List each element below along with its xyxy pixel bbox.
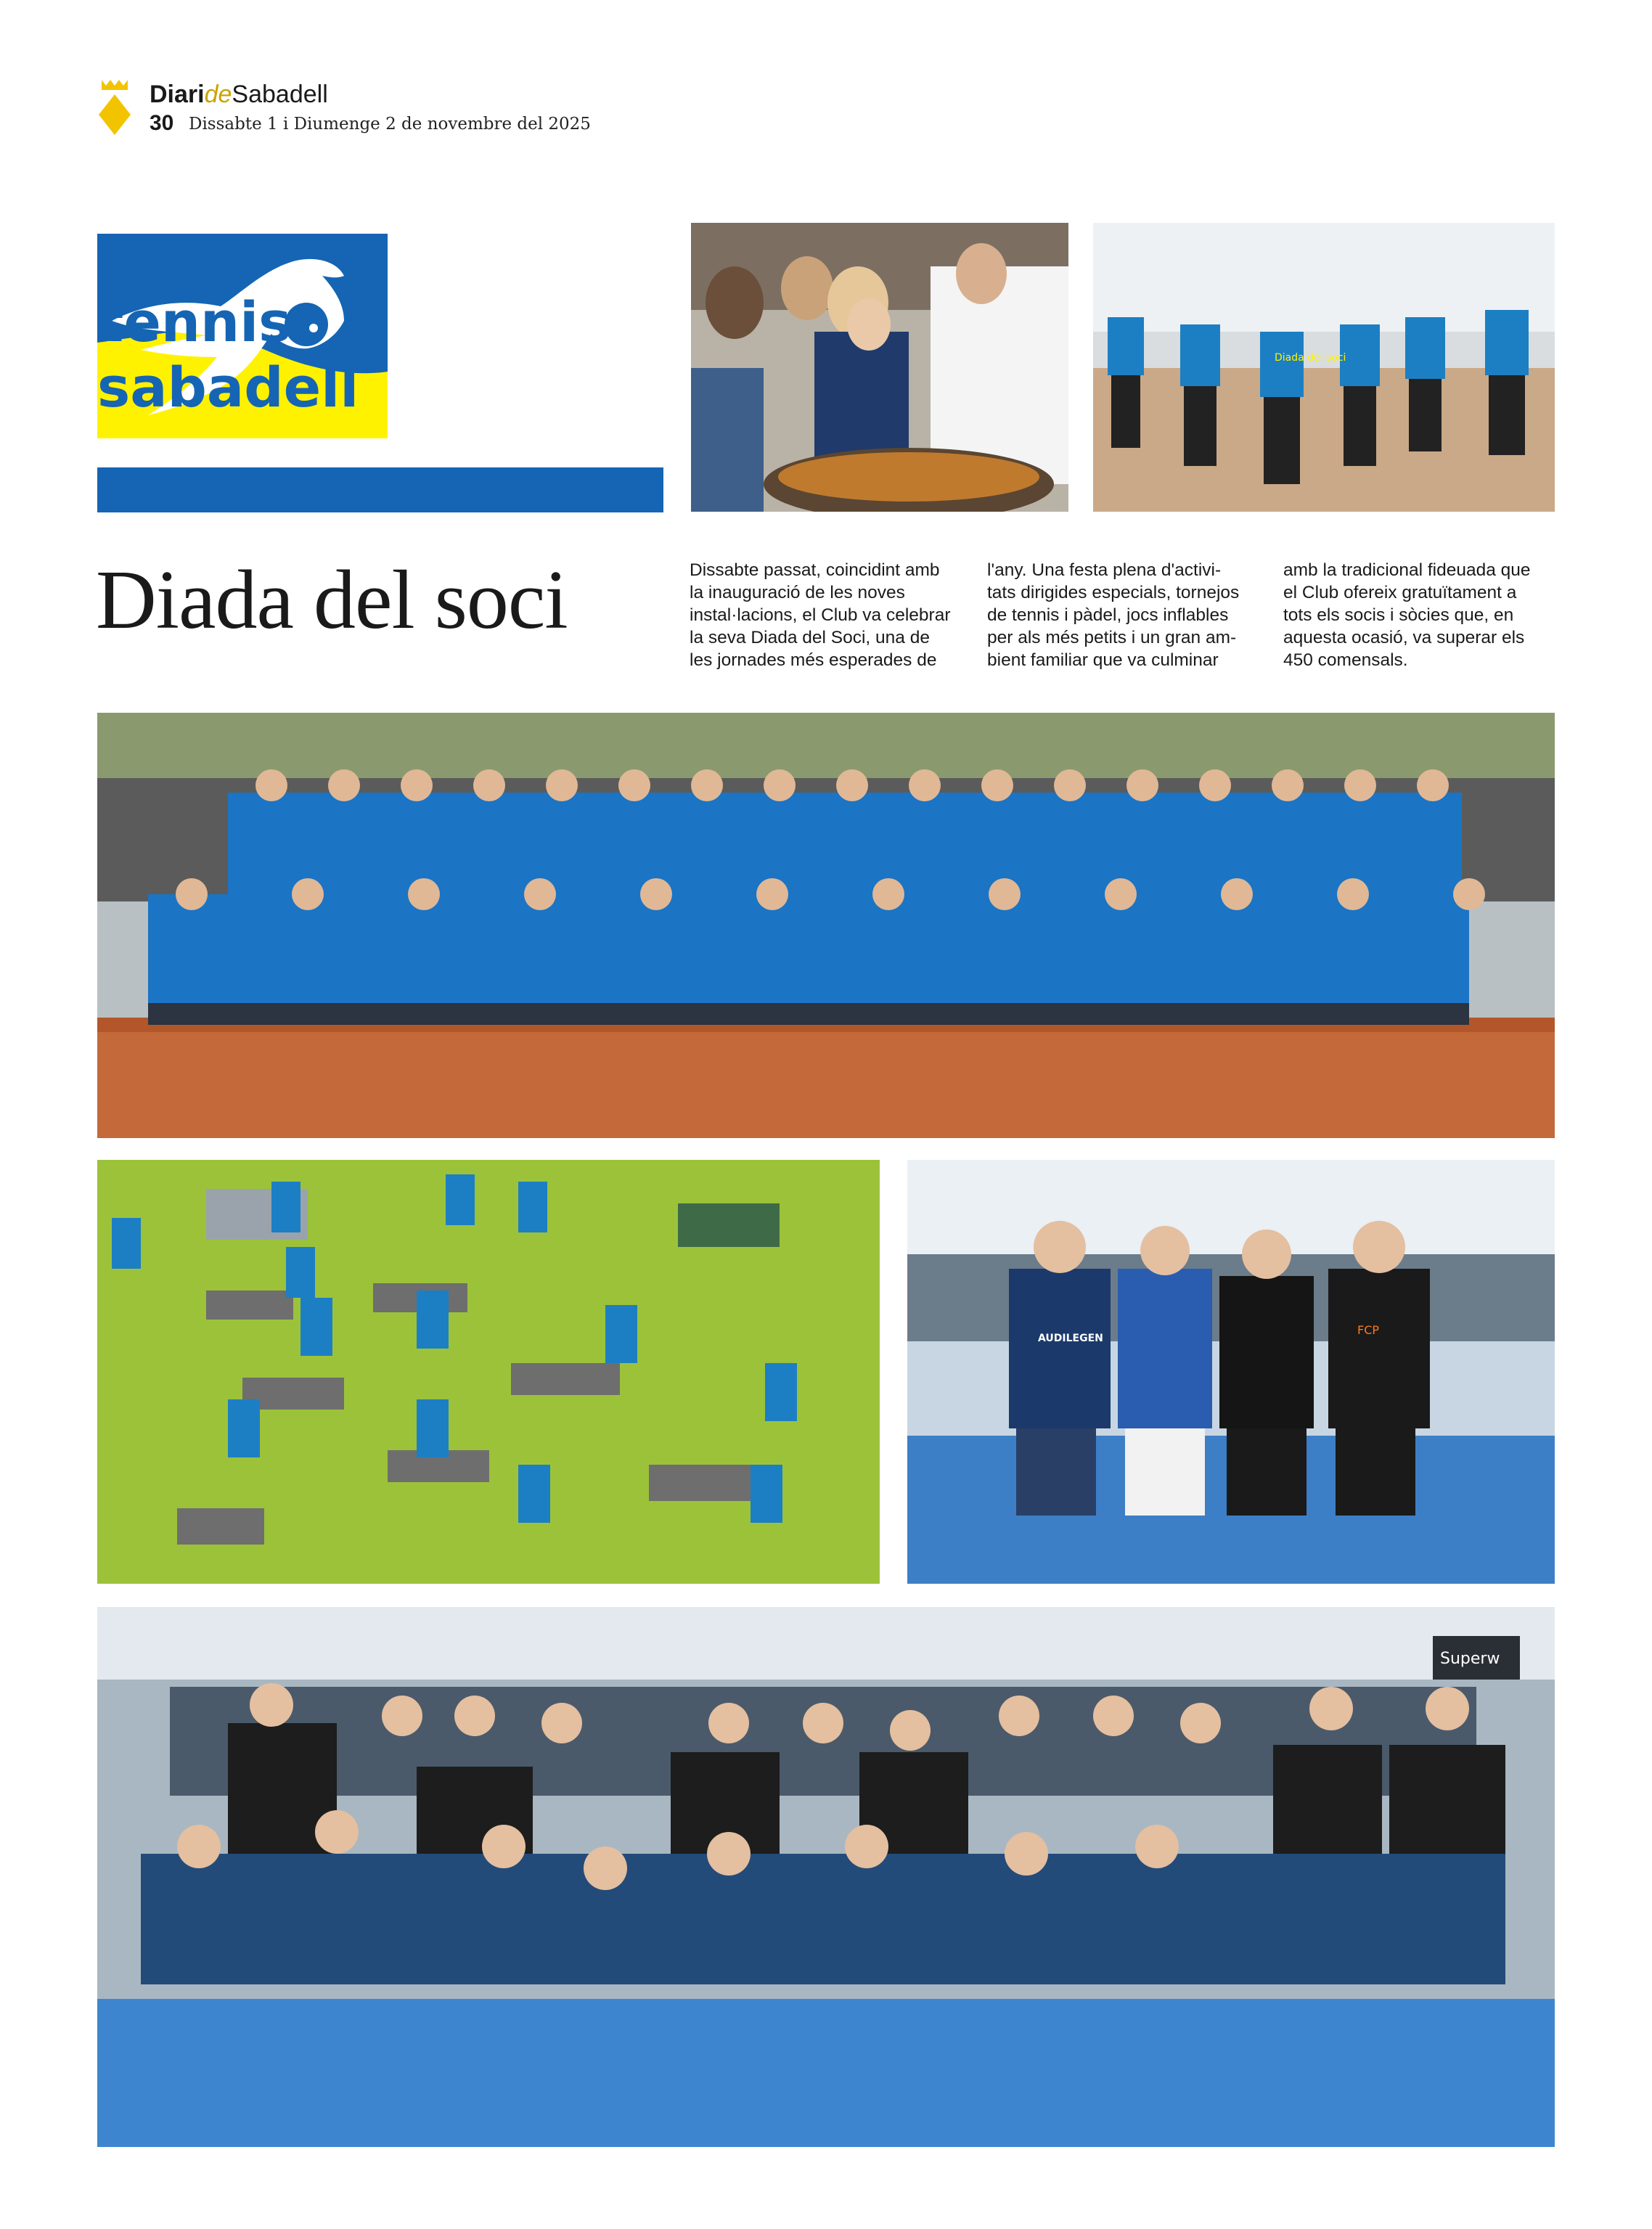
issue-date: Dissabte 1 i Diumenge 2 de novembre del 2025 <box>189 115 591 134</box>
logo-word-club: club <box>97 224 228 289</box>
article-column-2 <box>987 559 1277 671</box>
photo-outdoor-fitness <box>97 1160 880 1584</box>
logo-blue-bar <box>97 467 663 512</box>
text-line: bient familiar que va culminar <box>987 650 1219 670</box>
sponsor-sign: Superw <box>1440 1650 1500 1668</box>
text-line: aquesta ocasió, va superar els <box>1283 628 1525 647</box>
text-line: instal·lacions, el Club va celebrar <box>690 605 951 625</box>
photo-fideuada-serving <box>691 223 1068 512</box>
text-line: amb la tradicional fideuada que <box>1283 560 1531 580</box>
masthead-title-de: de <box>204 81 232 108</box>
article-column-3 <box>1283 559 1574 671</box>
text-line: per als més petits i un gran am- <box>987 628 1237 647</box>
article-headline: Diada del soci <box>96 554 568 647</box>
photo-group-clay-court <box>97 713 1555 1138</box>
text-line: la seva Diada del Soci, una de <box>690 628 930 647</box>
text-line: les jornades més esperades de <box>690 650 937 670</box>
text-line: 450 comensals. <box>1283 650 1408 670</box>
page-number: 30 <box>150 111 174 135</box>
masthead-title-city: Sabadell <box>232 81 328 108</box>
masthead-title-bold: Diari <box>150 81 205 108</box>
shirt-text: Diada del soci <box>1275 352 1346 364</box>
shirt-text-fcp: FCP <box>1357 1323 1380 1337</box>
article-column-1 <box>690 559 980 671</box>
photo-dance-class <box>1093 223 1555 512</box>
text-line: tats dirigides especials, tornejos <box>987 583 1240 602</box>
shirt-text-audilegen: AUDILEGEN <box>1038 1333 1103 1344</box>
text-line: tots els socis i sòcies que, en <box>1283 605 1514 625</box>
diari-sabadell-logo-icon <box>96 80 134 138</box>
photo-padel-players <box>907 1160 1555 1584</box>
text-line: Dissabte passat, coincidint amb <box>690 560 940 580</box>
club-tennis-sabadell-logo <box>97 224 663 512</box>
text-line: el Club ofereix gratuïtament a <box>1283 583 1517 602</box>
masthead-title <box>150 80 328 109</box>
text-line: la inauguració de les noves <box>690 583 905 602</box>
text-line: l'any. Una festa plena d'activi- <box>987 560 1222 580</box>
logo-word-sabadell: sabadell <box>97 355 359 420</box>
text-line: de tennis i pàdel, jocs inflables <box>987 605 1229 625</box>
logo-word-tennis: tennis <box>97 290 292 354</box>
photo-large-group-padel-court <box>97 1607 1555 2147</box>
